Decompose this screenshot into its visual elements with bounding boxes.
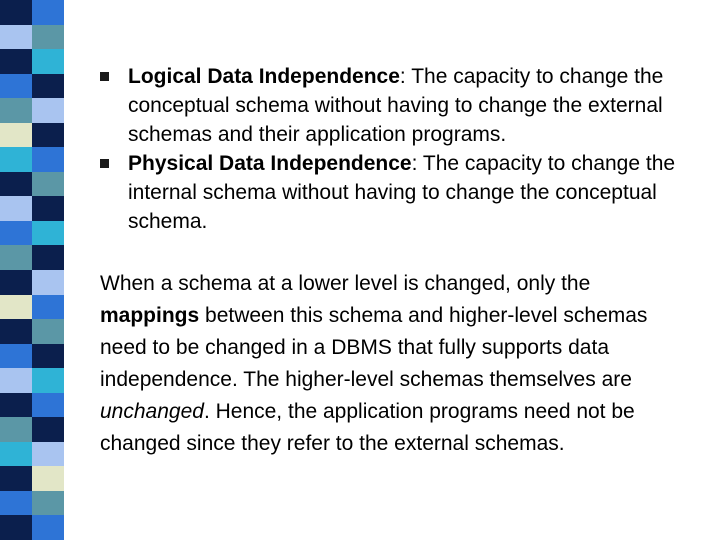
bullet-term: Logical Data Independence	[128, 65, 400, 88]
strip-block	[0, 295, 32, 320]
para-bold-mappings: mappings	[100, 304, 200, 327]
strip-block	[32, 196, 64, 221]
strip-block	[0, 98, 32, 123]
strip-block	[32, 442, 64, 467]
strip-block	[0, 393, 32, 418]
strip-row	[0, 74, 64, 99]
strip-block	[0, 270, 32, 295]
strip-block	[0, 0, 32, 25]
strip-block	[0, 25, 32, 50]
strip-row	[0, 98, 64, 123]
bullet-text: : The capacity to change the conceptual schema without having to change the external schemas and their application programs.	[128, 65, 664, 146]
strip-row	[0, 196, 64, 221]
strip-block	[32, 319, 64, 344]
strip-block	[32, 270, 64, 295]
strip-row	[0, 49, 64, 74]
strip-block	[0, 196, 32, 221]
strip-block	[0, 49, 32, 74]
strip-block	[32, 245, 64, 270]
strip-row	[0, 368, 64, 393]
strip-block	[32, 393, 64, 418]
strip-block	[32, 295, 64, 320]
strip-row	[0, 319, 64, 344]
bullet-physical-independence	[100, 149, 700, 236]
strip-row	[0, 393, 64, 418]
strip-block	[32, 0, 64, 25]
strip-row	[0, 245, 64, 270]
strip-block	[32, 172, 64, 197]
strip-block	[32, 49, 64, 74]
strip-row	[0, 466, 64, 491]
strip-block	[0, 417, 32, 442]
strip-block	[0, 123, 32, 148]
bullet-term: Physical Data Independence	[128, 152, 412, 175]
strip-block	[0, 491, 32, 516]
strip-block	[32, 368, 64, 393]
strip-row	[0, 442, 64, 467]
strip-row	[0, 123, 64, 148]
strip-block	[32, 344, 64, 369]
bullet-logical-independence	[100, 62, 700, 149]
strip-row	[0, 25, 64, 50]
square-bullet-icon	[100, 72, 109, 81]
strip-row	[0, 515, 64, 540]
para-text: between this schema and higher-level schemas need to be changed in a DBMS that fully supports data independence. The higher-level schemas themselves are	[100, 304, 648, 391]
strip-block	[0, 368, 32, 393]
strip-row	[0, 0, 64, 25]
strip-row	[0, 491, 64, 516]
strip-block	[0, 147, 32, 172]
bullet-list	[100, 62, 700, 236]
strip-row	[0, 147, 64, 172]
strip-block	[0, 515, 32, 540]
strip-row	[0, 417, 64, 442]
strip-block	[32, 417, 64, 442]
strip-row	[0, 344, 64, 369]
para-text: . Hence, the application programs need not be changed since they refer to the external schemas.	[100, 400, 635, 455]
strip-block	[0, 319, 32, 344]
strip-row	[0, 270, 64, 295]
strip-block	[32, 74, 64, 99]
explanation-paragraph	[100, 268, 690, 460]
strip-block	[32, 98, 64, 123]
strip-block	[32, 221, 64, 246]
strip-block	[0, 245, 32, 270]
strip-block	[0, 442, 32, 467]
decorative-side-strip	[0, 0, 64, 540]
bullet-text: : The capacity to change the internal schema without having to change the conceptual schema.	[128, 152, 676, 233]
strip-row	[0, 221, 64, 246]
strip-block	[32, 123, 64, 148]
para-text: When a schema at a lower level is changed, only the	[100, 272, 591, 295]
strip-block	[0, 344, 32, 369]
strip-row	[0, 295, 64, 320]
slide-content	[100, 62, 700, 481]
strip-block	[0, 466, 32, 491]
strip-block	[0, 172, 32, 197]
strip-block	[0, 221, 32, 246]
strip-block	[32, 147, 64, 172]
square-bullet-icon	[100, 159, 109, 168]
strip-block	[32, 466, 64, 491]
strip-block	[32, 25, 64, 50]
strip-block	[32, 491, 64, 516]
strip-row	[0, 172, 64, 197]
para-italic-unchanged: unchanged	[100, 400, 204, 423]
strip-block	[0, 74, 32, 99]
strip-block	[32, 515, 64, 540]
